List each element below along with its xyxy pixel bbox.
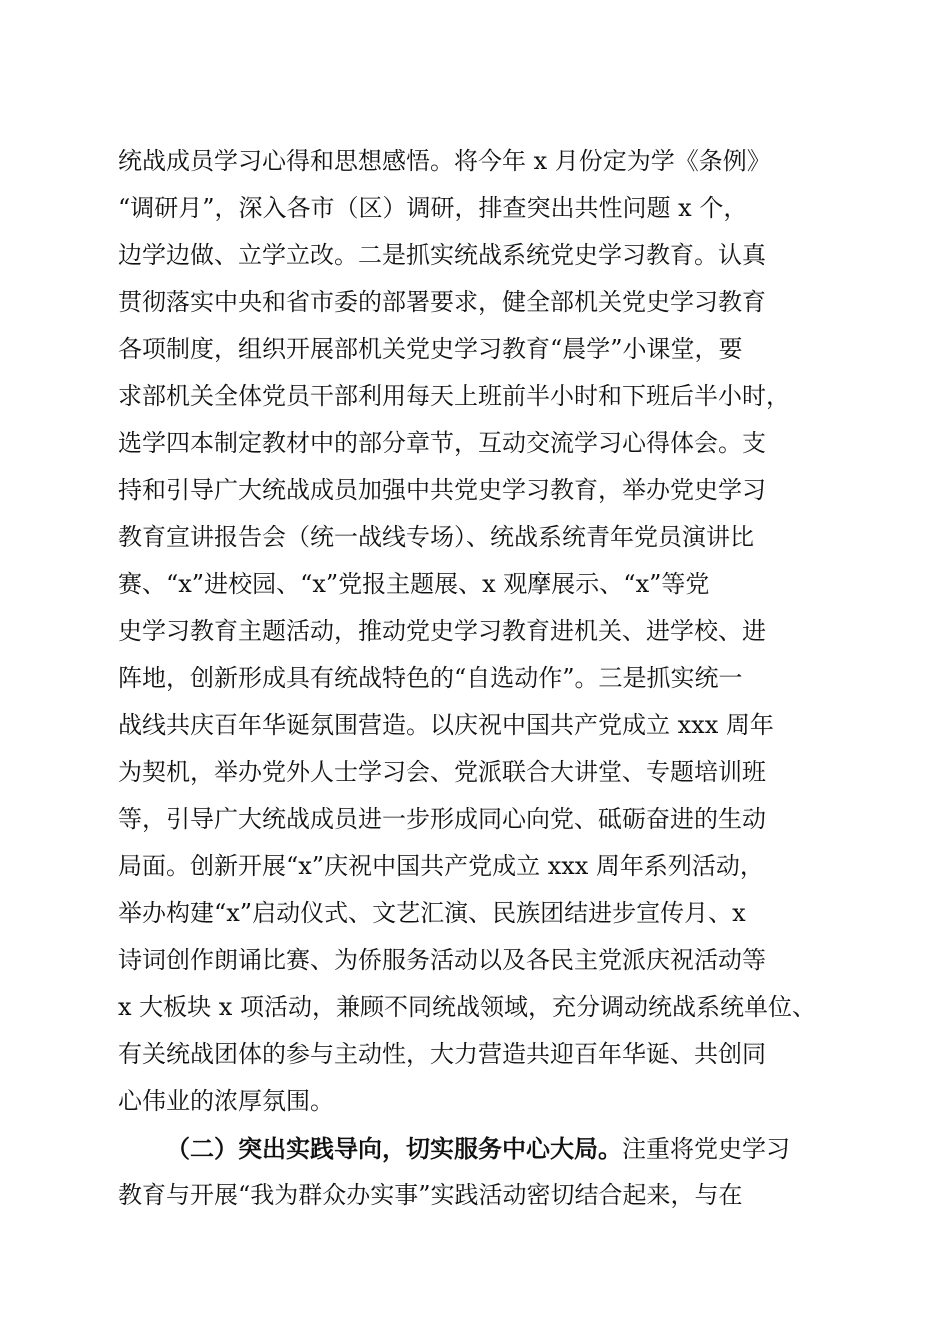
text-line: x 大板块 x 项活动，兼顾不同统战领域，充分调动统战系统单位、 [118,993,816,1021]
section-heading: （二）突出实践导向，切实服务中心大局。 [166,1134,622,1163]
text-line: 统战成员学习心得和思想感悟。将今年 x 月份定为学《条例》 [118,147,771,175]
text-line: 教育宣讲报告会（统一战线专场）、统战系统青年党员演讲比 [118,523,754,551]
text-span: 注重将党史学习 [622,1135,790,1163]
text-line: 持和引导广大统战成员加强中共党史学习教育，举办党史学习 [118,476,766,504]
text-line: 为契机，举办党外人士学习会、党派联合大讲堂、专题培训班 [118,758,766,786]
text-line: 阵地，创新形成具有统战特色的“自选动作”。三是抓实统一 [118,664,743,692]
text-line: 选学四本制定教材中的部分章节，互动交流学习心得体会。支 [118,429,766,457]
text-line: 贯彻落实中央和省市委的部署要求，健全部机关党史学习教育 [118,288,766,316]
section-heading-line [118,1125,830,1172]
text-line: 边学边做、立学立改。二是抓实统战系统党史学习教育。认真 [118,241,766,269]
text-line: 史学习教育主题活动，推动党史学习教育进机关、进学校、进 [118,617,766,645]
text-line: 赛、“x”进校园、“x”党报主题展、x 观摩展示、“x”等党 [118,570,710,598]
text-line: 各项制度，组织开展部机关党史学习教育“晨学”小课堂，要 [118,335,743,363]
text-line: 诗词创作朗诵比赛、为侨服务活动以及各民主党派庆祝活动等 [118,946,766,974]
text-line: 举办构建“x”启动仪式、文艺汇演、民族团结进步宣传月、x [118,899,746,927]
text-line: 教育与开展“我为群众办实事”实践活动密切结合起来，与在 [118,1181,743,1209]
text-line: 求部机关全体党员干部利用每天上班前半小时和下班后半小时， [118,382,790,410]
body-text [118,138,830,1219]
text-line: 局面。创新开展“x”庆祝中国共产党成立 xxx 周年系列活动， [118,852,764,880]
text-line: 有关统战团体的参与主动性，大力营造共迎百年华诞、共创同 [118,1040,766,1068]
text-line: 战线共庆百年华诞氛围营造。以庆祝中国共产党成立 xxx 周年 [118,711,774,739]
text-line: 心伟业的浓厚氛围。 [118,1087,334,1115]
text-line: 等，引导广大统战成员进一步形成同心向党、砥砺奋进的生动 [118,805,766,833]
text-line: “调研月”，深入各市（区）调研，排查突出共性问题 x 个， [118,194,748,222]
